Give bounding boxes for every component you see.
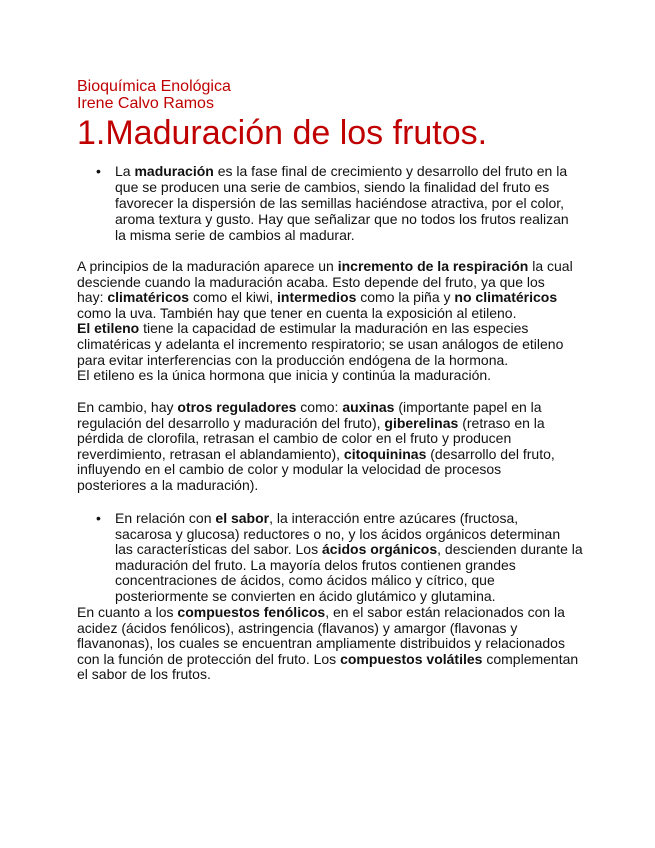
text-run: maduración del fruto. La mayoría delos frutos contienen grandes — [115, 556, 516, 573]
course-name: Bioquímica Enológica — [77, 78, 231, 95]
text-line — [77, 667, 578, 683]
text-line — [77, 416, 555, 432]
bold-term: citoquininas — [343, 445, 427, 462]
text-run: para evitar interferencias con la producción endógena de la hormona. — [77, 351, 509, 368]
text-run: (importante papel en la — [394, 399, 542, 415]
text-run: En relación con — [115, 510, 216, 526]
text-run: desciende cuando la maduración acaba. Esto depende del fruto, ya que los — [77, 273, 545, 290]
text-line — [115, 179, 569, 195]
text-run: , en el sabor están relacionados con la — [325, 604, 565, 620]
text-run: hay: — [77, 289, 108, 306]
text-line — [77, 605, 578, 621]
text-line — [77, 353, 573, 369]
text-line — [115, 589, 583, 605]
text-run: como la piña y — [356, 289, 455, 306]
author-name: Irene Calvo Ramos — [77, 95, 214, 112]
document-header — [77, 78, 231, 112]
text-run: , descienden durante la — [437, 541, 583, 558]
text-run: como la uva. También hay que tener en cuenta la exposición al etileno. — [77, 304, 517, 321]
text-line — [115, 542, 583, 558]
text-run: complementan — [482, 650, 579, 667]
text-run: influyendo en el cambio de color y modular la velocidad de procesos — [77, 461, 502, 478]
text-run: tiene la capacidad de estimular la maduración en las especies — [139, 320, 529, 337]
text-run: como: — [296, 399, 343, 415]
text-run: aroma textura y gusto. Hay que señalizar que no todos los frutos realizan — [115, 211, 569, 227]
bold-term: compuestos volátiles — [340, 650, 483, 667]
text-run: la cual — [528, 258, 573, 274]
text-run: sacarosa y glucosa) reductores o no, y los ácidos orgánicos determinan — [115, 525, 561, 542]
bold-term: El etileno — [77, 320, 140, 337]
text-run: , la interacción entre azúcares (fructosa, — [269, 510, 519, 526]
bold-term: otros reguladores — [177, 399, 297, 415]
text-line — [77, 290, 573, 306]
text-line — [77, 306, 573, 322]
text-line — [115, 558, 583, 574]
text-run: reverdimiento, retrasan el ablandamiento), — [77, 445, 344, 462]
bold-term: maduración — [134, 163, 214, 179]
text-run: acidez (ácidos fenólicos), astringencia (flavanos) y amargor (flavonas y — [77, 619, 518, 636]
text-run: las características del sabor. Los — [115, 541, 322, 558]
text-run: El etileno es la única hormona que inicia y continúa la maduración. — [77, 367, 492, 384]
bold-term: auxinas — [342, 399, 395, 415]
text-line — [77, 478, 555, 494]
text-line — [115, 527, 583, 543]
text-line — [77, 652, 578, 668]
text-run: favorecer la dispersión de las semillas haciéndose atractiva, por el color, — [115, 195, 565, 211]
text-run: (retraso en la — [458, 414, 545, 431]
text-run: climatéricas y adelanta el incremento respiratorio; se usan análogos de etileno — [77, 335, 564, 352]
text-line — [77, 400, 555, 416]
text-run: como el kiwi, — [189, 289, 277, 306]
bold-term: compuestos fenólicos — [177, 604, 326, 620]
bullet-item-sabor — [96, 510, 583, 605]
bold-term: el sabor — [215, 510, 270, 526]
text-line — [115, 511, 583, 527]
bold-term: giberelinas — [384, 414, 459, 431]
text-line — [115, 195, 569, 211]
text-run: A principios de la maduración aparece un — [77, 258, 338, 274]
text-run: es la fase final de crecimiento y desarrollo del fruto en la — [213, 163, 568, 179]
text-line — [77, 259, 573, 275]
bold-term: no climatéricos — [454, 289, 558, 306]
bold-term: ácidos orgánicos — [322, 541, 438, 558]
bold-term: incremento de la respiración — [337, 258, 529, 274]
bullet-icon: • — [96, 510, 101, 526]
text-line — [115, 227, 569, 243]
text-run: posteriormente se convierten en ácido glutámico y glutamina. — [115, 587, 496, 604]
text-line — [77, 431, 555, 447]
bullet-item-maduracion — [96, 163, 569, 243]
text-line — [77, 621, 578, 637]
bullet-icon: • — [96, 163, 101, 179]
text-run: el sabor de los frutos. — [77, 666, 211, 683]
text-run: concentraciones de ácidos, como ácidos málico y cítrico, que — [115, 572, 495, 589]
text-run: En cambio, hay — [77, 399, 178, 415]
text-line — [77, 462, 555, 478]
text-line — [77, 636, 578, 652]
section-title: 1.Maduración de los frutos. — [77, 114, 488, 152]
paragraph-respiracion-etileno — [77, 259, 573, 384]
text-line — [115, 163, 569, 179]
bold-term: intermedios — [277, 289, 357, 306]
text-run: pérdida de clorofila, retrasan el cambio de color en el fruto y producen — [77, 430, 512, 447]
text-line — [77, 368, 573, 384]
text-run: (desarrollo del fruto, — [426, 445, 555, 462]
text-line — [77, 447, 555, 463]
text-line — [77, 337, 573, 353]
text-line — [77, 275, 573, 291]
paragraph-compuestos — [77, 605, 578, 683]
bold-term: climatéricos — [107, 289, 190, 306]
paragraph-otros-reguladores — [77, 400, 555, 494]
text-line — [77, 321, 573, 337]
text-run: con la función de protección del fruto. Los — [77, 650, 341, 667]
text-line — [115, 573, 583, 589]
text-run: flavanonas), los cuales se encuentran ampliamente distribuidos y relacionados — [77, 635, 565, 652]
text-run: En cuanto a los — [77, 604, 178, 620]
text-run: la misma serie de cambios al madurar. — [115, 227, 355, 243]
text-run: que se producen una serie de cambios, siendo la finalidad del fruto es — [115, 179, 550, 195]
text-run: La — [115, 163, 135, 179]
text-run: regulación del desarrollo y maduración del fruto), — [77, 414, 385, 431]
text-run: posteriores a la maduración). — [77, 476, 259, 493]
text-line — [115, 211, 569, 227]
